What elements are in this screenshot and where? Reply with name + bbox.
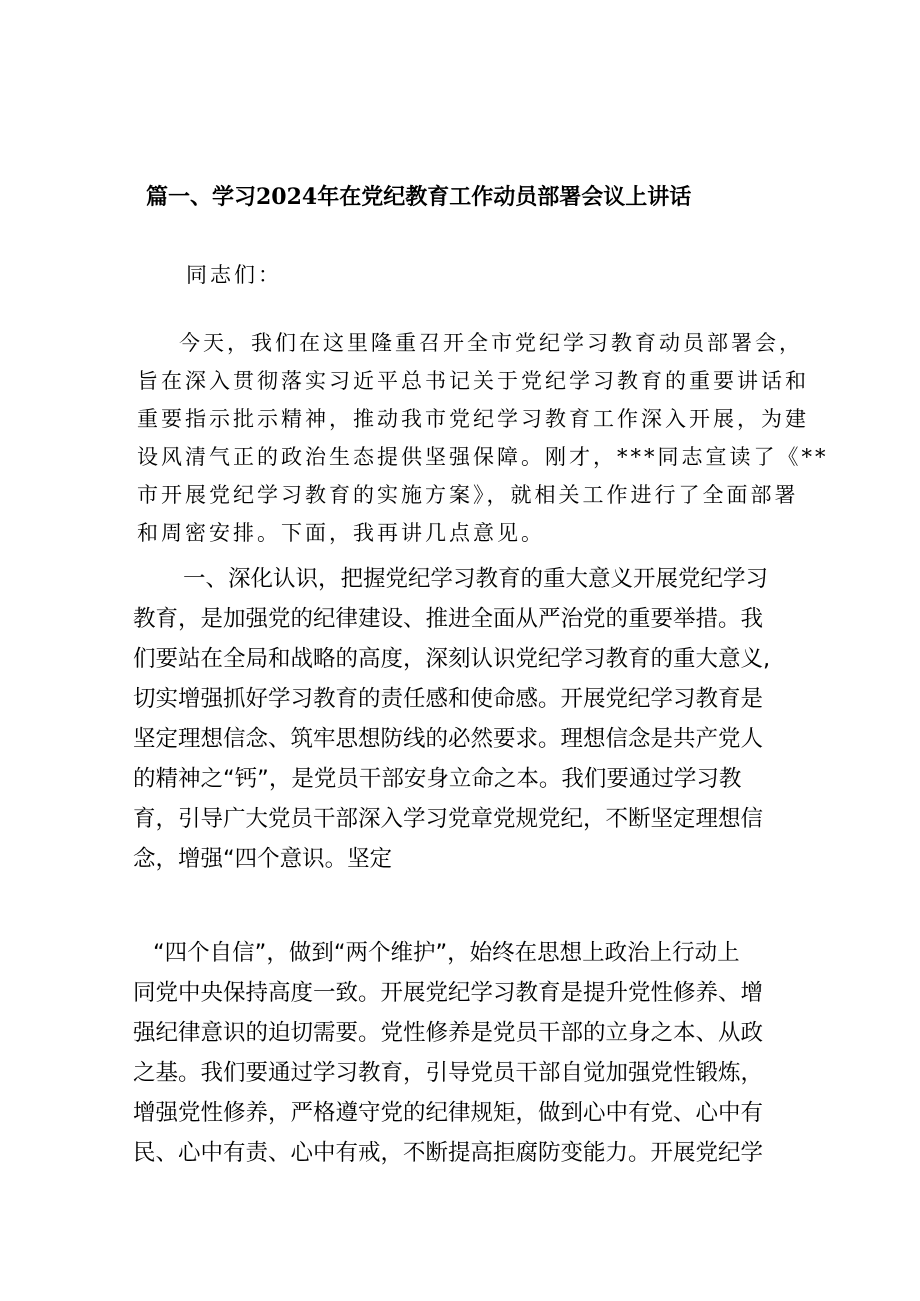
paragraph-line: 坚定理想信念、筑牢思想防线的必然要求。理想信念是共产党人 — [133, 726, 764, 752]
paragraph-line: 今天，我们在这里隆重召开全市党纪学习教育动员部署会， — [179, 331, 803, 355]
paragraph-line: 民、心中有责、心中有戒，不断提高拒腐防变能力。开展党纪学 — [133, 1140, 764, 1166]
paragraph-line: 旨在深入贯彻落实习近平总书记关于党纪学习教育的重要讲话和 — [137, 369, 809, 393]
opening-paragraph — [137, 324, 829, 552]
paragraph-line: 和周密安排。下面，我再讲几点意见。 — [137, 521, 545, 545]
salutation: 同志们： — [186, 263, 282, 287]
paragraph-line: 同党中央保持高度一致。开展党纪学习教育是提升党性修养、增 — [133, 980, 764, 1006]
paragraph-line: 的精神之“钙”，是党员干部安身立命之本。我们要通过学习教 — [133, 766, 742, 792]
section-one-paragraph — [133, 559, 770, 879]
paragraph-line: “四个自信”，做到“两个维护”，始终在思想上政治上行动上 — [153, 940, 740, 966]
paragraph-line: 设风清气正的政治生态提供坚强保障。刚才，***同志宣读了《** — [137, 445, 829, 469]
document-title: 篇一、学习2024年在党纪教育工作动员部署会议上讲话 — [146, 184, 692, 210]
paragraph-line: 念，增强“四个意识。坚定 — [133, 846, 393, 872]
paragraph-line: 强纪律意识的迫切需要。党性修养是党员干部的立身之本、从政 — [133, 1020, 764, 1046]
paragraph-line: 市开展党纪学习教育的实施方案》，就相关工作进行了全面部署 — [137, 483, 799, 507]
paragraph-line: 们要站在全局和战略的高度，深刻认识党纪学习教育的重大意义, — [133, 646, 771, 672]
paragraph-line: 重要指示批示精神，推动我市党纪学习教育工作深入开展，为建 — [137, 407, 809, 431]
paragraph-line: 切实增强抓好学习教育的责任感和使命感。开展党纪学习教育是 — [133, 686, 764, 712]
paragraph-line: 一、深化认识，把握党纪学习教育的重大意义开展党纪学习 — [183, 566, 769, 592]
continuation-paragraph — [133, 933, 763, 1173]
paragraph-line: 之基。我们要通过学习教育，引导党员干部自觉加强党性锻炼， — [133, 1060, 764, 1086]
paragraph-line: 增强党性修养，严格遵守党的纪律规矩，做到心中有党、心中有 — [133, 1100, 764, 1126]
paragraph-line: 育，引导广大党员干部深入学习党章党规党纪，不断坚定理想信 — [133, 806, 764, 832]
paragraph-line: 教育，是加强党的纪律建设、推进全面从严治党的重要举措。我 — [133, 606, 764, 632]
